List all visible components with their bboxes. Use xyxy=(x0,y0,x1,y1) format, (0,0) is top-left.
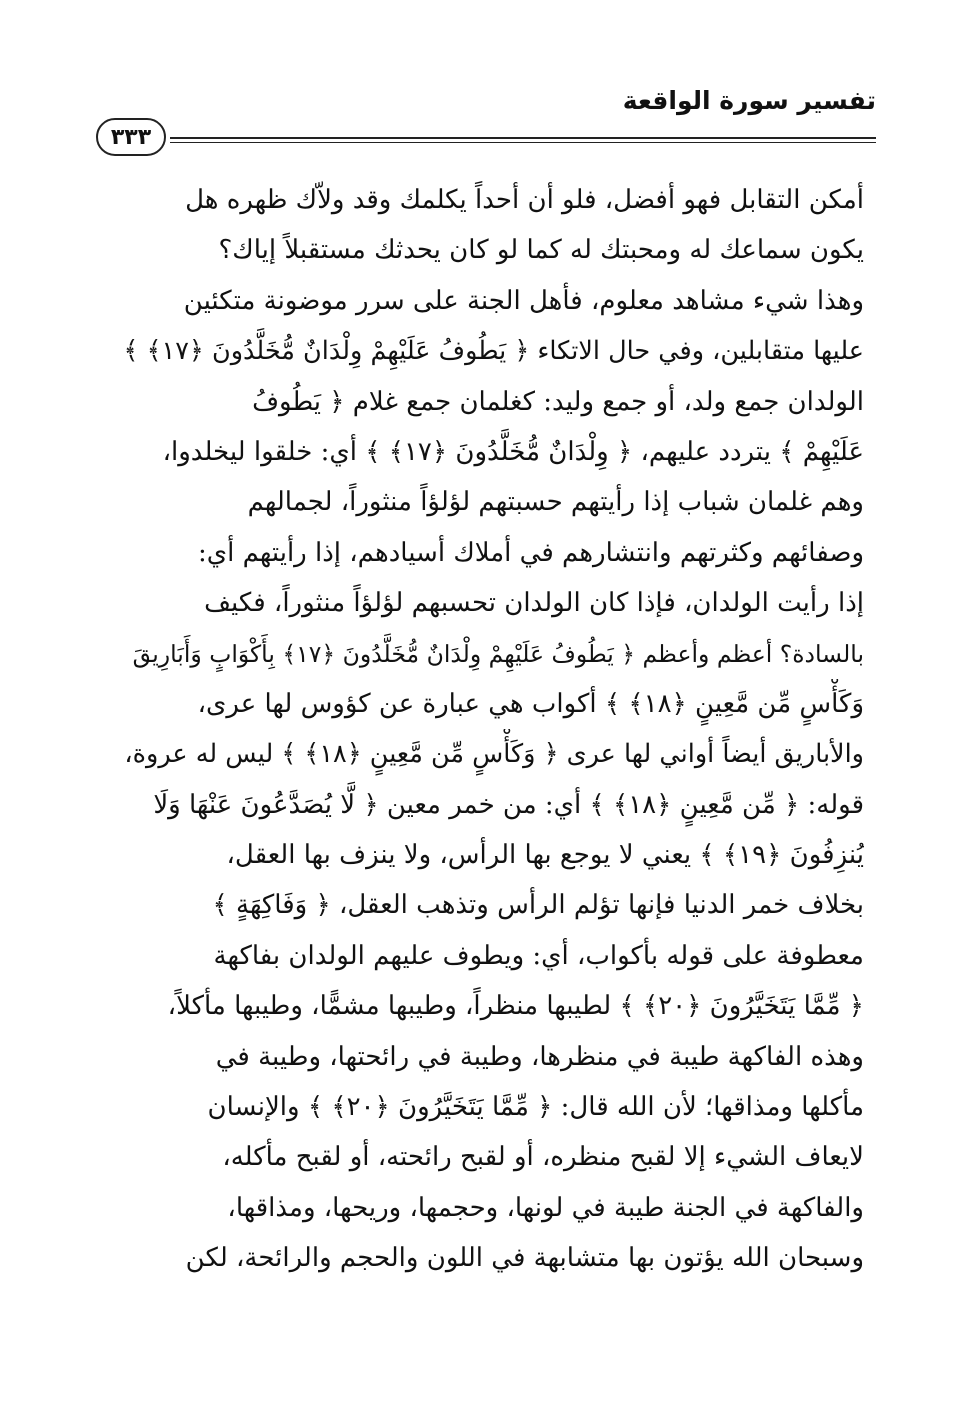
text-line: بخلاف خمر الدنيا فإنها تؤلم الرأس وتذهب العقل، ﴿ وَفَاكِهَةٍ ﴾ xyxy=(212,890,864,921)
text-line: والفاكهة في الجنة طيبة في لونها، وحجمها، وريحها، ومذاقها، xyxy=(227,1192,864,1223)
body-text xyxy=(120,175,864,1284)
text-line: عَلَيْهِمْ ﴾ يتردد عليهم، ﴿ وِلْدَانٌ مُّخَلَّدُونَ ﴿١٧﴾ ﴾ أي: خلقوا ليخلدوا، xyxy=(162,436,864,467)
text-line: أمكن التقابل فهو أفضل، فلو أن أحداً يكلمك وقد ولاّك ظهره هل xyxy=(185,185,864,215)
text-line: مأكلها ومذاقها؛ لأن الله قال: ﴿ مِّمَّا يَتَخَيَّرُونَ ﴿٢٠﴾ ﴾ والإنسان xyxy=(207,1092,864,1123)
text-line: يكون سماعك له ومحبتك له كما لو كان يحدثك مستقبلاً إياك؟ xyxy=(218,235,864,266)
text-line: لايعاف الشيء إلا لقبح منظره، أو لقبح رائحته، أو لقبح مأكله، xyxy=(222,1142,864,1173)
page-number: ٣٣٣ xyxy=(96,118,166,156)
text-line: إذا رأيت الولدان، فإذا كان الولدان تحسبهم لؤلؤاً منثوراً، فكيف xyxy=(204,588,864,619)
text-line: قوله: ﴿ مِّن مَّعِينٍ ﴿١٨﴾ ﴾ أي: من خمر معين ﴿ لَّا يُصَدَّعُونَ عَنْهَا وَلَا xyxy=(153,789,864,820)
text-line: وهم غلمان شباب إذا رأيتهم حسبتهم لؤلؤاً منثوراً، لجمالهم xyxy=(247,487,864,518)
text-line: وهذا شيء مشاهد معلوم، فأهل الجنة على سرر موضونة متكئين xyxy=(183,285,864,316)
text-line: وسبحان الله يؤتون بها متشابهة في اللون والحجم والرائحة، لكن xyxy=(185,1243,864,1274)
text-line: معطوفة على قوله بأكواب، أي: ويطوف عليهم الولدان بفاكهة xyxy=(213,940,864,971)
text-line: الولدان جمع ولد، أو جمع وليد: كغلمان جمع غلام ﴿ يَطُوفُ xyxy=(252,386,864,417)
running-header-title: تفسير سورة الواقعة xyxy=(622,86,876,115)
text-line: والأباريق أيضاً أواني لها عرى ﴿ وَكَأْسٍ مِّن مَّعِينٍ ﴿١٨﴾ ﴾ ليس له عروة، xyxy=(124,739,864,770)
text-line: وَكَأْسٍ مِّن مَّعِينٍ ﴿١٨﴾ ﴾ أكواب هي عبارة عن كؤوس لها عرى، xyxy=(197,688,864,719)
header-divider xyxy=(170,137,876,143)
text-line: وصفائهم وكثرتهم وانتشارهم في أملاك أسيادهم، إذا رأيتهم أي: xyxy=(197,537,864,568)
text-line: عليها متقابلين، وفي حال الاتكاء ﴿ يَطُوفُ عَلَيْهِمْ وِلْدَانٌ مُّخَلَّدُونَ ﴿١٧﴾ ﴾ xyxy=(123,336,864,367)
text-line: ﴿ مِّمَّا يَتَخَيَّرُونَ ﴿٢٠﴾ ﴾ لطيبها منظراً، وطيبها مشمًّا، وطيبها مأكلاً، xyxy=(167,991,864,1022)
text-line: وهذه الفاكهة طيبة في منظرها، وطيبة في رائحتها، وطيبة في xyxy=(215,1041,864,1072)
text-line: بالسادة؟ أعظم وأعظم ﴿ يَطُوفُ عَلَيْهِمْ وِلْدَانٌ مُّخَلَّدُونَ ﴿١٧﴾ بِأَكْوَابٍ وَأَبَارِيقَ xyxy=(132,639,864,668)
text-line: يُنزِفُونَ ﴿١٩﴾ ﴾ يعني لا يوجع بها الرأس، ولا ينزف بها العقل، xyxy=(226,840,864,871)
